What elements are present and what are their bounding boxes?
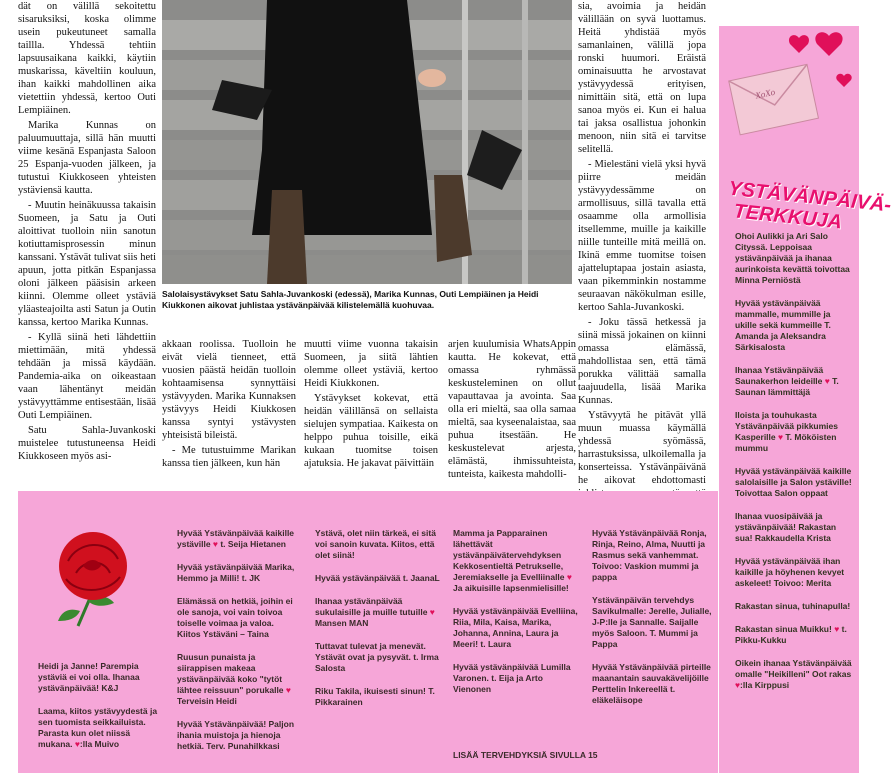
- article-column-5: [578, 0, 706, 486]
- article-paragraph: - Muutin heinäkuussa takaisin Suomeen, ja Satu ja Outi aloittivat tuolloin niin sanotun kotiuttamisprosessin minun kanssani. Ystävät tulivat siis heti apuun, jotta pitkän Espanjassa oloni jälkeen pääsisin arkeen kiinni. Olemme olleet ystäviä yläasteajoilta asti Satun ja Outin kanssa, kertoo Marika Kunnas.: [18, 200, 156, 328]
- greeting: Hyvää ystävänpäivää t. JaanaL: [315, 573, 440, 583]
- greeting: Ihanaa vuosipäivää ja ystävänpäivää! Rakastan sua! Rakkaudella Krista: [735, 511, 837, 543]
- heart-icon: ♥: [429, 607, 435, 617]
- greeting: Tuttavat tulevat ja menevät. Ystävät ovat ja pysyvät. t. Irma Salosta: [315, 641, 439, 673]
- heart-icon: ♥: [735, 680, 741, 690]
- greeting: Hyvää ystävänpäivää Marika, Hemmo ja Milli! t. JK: [177, 562, 295, 583]
- greetings-column-5: [592, 528, 720, 718]
- heart-icon: ♥: [566, 572, 572, 582]
- article-paragraph: Ystävyytä he pitävät yllä muun muassa käymällä yhdessä syömässä, harrastuksissa, ulkoilemalla ja konserteissa. Ystävänpäivänä he aikovat ehdottomasti: [578, 410, 706, 486]
- greeting: Ihanaa ystävänpäivää sukulaisille ja muille tutuille ♥ Mansen MAN: [315, 596, 435, 628]
- sidebar-messages: [735, 231, 853, 703]
- article-paragraph: Satu Sahla-Juvankoski muistelee tutustuneensa Heidi Kiukkoseen myös asi-: [18, 425, 156, 462]
- article-column-2: [162, 338, 296, 480]
- bottom-greetings-box: [18, 491, 718, 773]
- sidebar-title: YSTÄVÄNPÄIVÄ-TERKKUJA: [727, 177, 892, 234]
- greeting: Hyvää Ystävänpäivää pirteille maanantain sauvakävelijöille Perttelin Inkereellä t. eläkeläisope: [592, 662, 711, 705]
- greeting: Rakastan sinua Muikku! ♥ t. Pikku-Kukku: [735, 624, 847, 645]
- photo-illustration: [162, 0, 572, 284]
- photo-caption: Salolaisystävykset Satu Sahla-Juvankoski (edessä), Marika Kunnas, Outi Lempiäinen ja Heidi Kiukkonen aikovat juhlistaa ystävänpäivää kilistelemällä kuohuvaa.: [162, 289, 539, 310]
- article-paragraph: muutti viime vuonna takaisin Suomeen, ja siitä lähtien olemme olleet ystäviä, kertoo Heidi Kiukkonen.: [304, 339, 438, 389]
- greeting: Oikein ihanaa Ystävänpäivää omalle "Heikilleni" Oot rakas ♥:lla Kirppusi: [735, 658, 852, 690]
- greeting: Hyvää ystävänpäivää Lumilla Varonen. t. Eija ja Arto Vienonen: [453, 662, 571, 694]
- heart-icon: ♥: [212, 539, 218, 549]
- heart-icon: ♥: [824, 376, 830, 386]
- article-paragraph: Ystävykset kokevat, että heidän välillänsä on sellaista sielujen sympatiaa. Kaikesta on helppo puhua toisille, eikä kukaan tuomitse toisen ajatuksia. He jakavat päivittäin: [304, 393, 438, 469]
- more-greetings-note: LISÄÄ TERVEHDYKSIÄ SIVULLA 15: [453, 750, 598, 760]
- greeting: Mamma ja Papparainen lähettävät ystävänpäivätervehdyksen Kekkosentieltä Petrukselle, Jeremiakselle ja Evelliinalle ♥ Ja aikuisille lapsenmielisille!: [453, 528, 572, 593]
- greetings-column-1: [38, 661, 158, 762]
- greeting: Ihanaa Ystävänpäivää Saunakerhon leideille ♥ T. Saunan lämmittäjä: [735, 365, 839, 397]
- heart-icon: ♥: [834, 624, 840, 634]
- greeting: Elämässä on hetkiä, joihin ei ole sanoja, voi vain toivoa toiselle voimaa ja valoa. Kiitos Ystäväni – Taina: [177, 596, 293, 639]
- greeting: Hyvää Ystävänpäivää! Paljon ihania muistoja ja hienoja hetkiä. Terv. Punahilkkasi: [177, 719, 295, 751]
- article-paragraph: - Kyllä siinä heti lähdettiin miettimään, mitä yhdessä tehdään ja missä käydään. Pandemia-aika on oikeastaan vaan lähentänyt meidän ystävyyttämme entisestään, lisää Outi Lempiäinen.: [18, 332, 156, 421]
- article-paragraph: akkaan roolissa. Tuolloin he eivät vielä tienneet, että vuosien päästä heidän tuolloin kohtaamisensa synnyttäisi ystävyyden. Marika Kunnaksen ystävyys Heidi Kiukkosen kanssa syntyi ystävysten yhteisistä bileistä.: [162, 339, 296, 441]
- greeting: Riku Takila, ikuisesti sinun! T. Pikkarainen: [315, 686, 435, 707]
- friends-photo: [162, 0, 572, 284]
- greeting: Laama, kiitos ystävyydestä ja sen tuomista seikkailuista. Parasta kun olet niissä mukana. ♥:lla Muivo: [38, 706, 158, 749]
- article-column-1: [18, 0, 156, 480]
- greeting: Ruusun punaista ja siirappisen makeaa ystävänpäivää koko "tytöt lähtee reissuun" porukalle ♥ Terveisin Heidi: [177, 652, 291, 706]
- greetings-column-4: [453, 528, 579, 707]
- article-paragraph: sia, avoimia ja heidän välillään on syvä luottamus. Heitä yhdistää myös samanlainen, välillä jopa ronski huumori. Eräistä ominaisuutta he arvostavat ystävyydessä erityisen, nimittäin sitä, että on lupa sanoa myös ei. Kun ei halua tai jaksa osallistua johonkin menoon, niin sitä ei tarvitse selitellä.: [578, 1, 706, 155]
- article-paragraph: arjen kuulumisia WhatsAppin kautta. He kokevat, että omassa ryhmässä keskusteleminen on ollut vapauttavaa ja avointa. Saa olla eri mieltä, saa olla samaa mieltä, saa kyseenalaistaa, saa puhua itsestään. He keskustelevat arjesta, elämästä, ihmissuhteista, tunteista, kaikesta mahdolli-: [448, 339, 576, 480]
- heart-icon: ♥: [74, 739, 80, 749]
- article-paragraph: - Mielestäni vielä yksi hyvä piirre meidän ystävyydessämme on armollisuus, sillä tavalla että osaamme olla armollisia itsellemme, muille ja kaikille niille tunteille mitä meillä on. Ikinä emme tuomitse toisen ajatteluptapaa jostain asiasta, vaan pikemminkin nostamme seuraavan näkökulman esille, kertoo Sahla-Juvankoski.: [578, 159, 706, 313]
- greeting: Hyvää ystävänpäivää ihan kaikille ja höyhenen kevyet askeleet! Toivoo: Merita: [735, 556, 845, 588]
- greeting: Heidi ja Janne! Parempia ystäviä ei voi olla. Ihanaa ystävänpäivää! K&J: [38, 661, 140, 693]
- heart-icon: ♥: [285, 685, 291, 695]
- greeting: Hyvää Ystävänpäivää Ronja, Rinja, Reino, Alma, Nuutti ja Rasmus sekä vanhemmat. Toivoo: Vaskion mummi ja pappa: [592, 528, 707, 582]
- greetings-sidebar: [719, 26, 892, 773]
- greeting: Ystävänpäivän tervehdys Savikulmalle: Jerelle, Julialle, J-P:lle ja Sannalle. Saijalle myös Saloon. T. Mummi ja Pappa: [592, 595, 712, 649]
- article-column-4: [448, 338, 576, 480]
- greeting: Ystävä, olet niin tärkeä, ei sitä voi sanoin kuvata. Kiitos, että olet siinä!: [315, 528, 436, 560]
- envelope-text: XoXo: [754, 86, 777, 101]
- article-paragraph: Marika Kunnas on paluumuuttaja, sillä hän muutti viime kesänä Espanjasta Saloon 25 Espanja-vuoden jälkeen, ja tutustui Kiukkoseen yhteisten ystäviensä kautta.: [18, 120, 156, 196]
- article-column-3: [304, 338, 438, 480]
- article-paragraph: dät on välillä sekoitettu sisaruksiksi, koska olimme usein pukeutuneet samalla taillla. Yhdessä tehtiin lapsuusaikana kaikki, käytiin muskarissa, käveltiin kouluun, ihan kaikki mahdollinen aika vietettiin yhdessä, kertoo Outi Lempiäinen.: [18, 1, 156, 116]
- greetings-column-3: [315, 528, 445, 720]
- greeting: Hyvää ystävänpäivää kaikille salolaisille ja Salon ystäville! Toivottaa Salon oppaat: [735, 466, 852, 498]
- heart-icon: ♥: [778, 432, 784, 442]
- greetings-column-2: [177, 528, 297, 764]
- envelope-hearts-icon: [719, 26, 859, 176]
- greeting: Hyvää Ystävänpäivää kaikille ystäville ♥ t. Seija Hietanen: [177, 528, 295, 549]
- greeting: Ohoi Aulikki ja Ari Salo Cityssä. Leppoisaa ystävänpäivää ja ihanaa aurinkoista kevättä toivottaa Minna Perniöstä: [735, 231, 850, 285]
- greeting: Hyvää ystävänpäivää mammalle, mummille ja ukille sekä kummeille T. Amanda ja Aleksandra Särkisalosta: [735, 298, 831, 352]
- greeting: Hyvää ystävänpäivää Evelliina, Riia, Mila, Kaisa, Marika, Johanna, Annina, Laura ja Meeri! t. Laura: [453, 606, 578, 649]
- greeting: Iloista ja touhukasta Ystävänpäivää pikkumies Kasperille ♥ T. Mököisten mummu: [735, 410, 839, 453]
- greeting: Rakastan sinua, tuhinapulla!: [735, 601, 851, 611]
- article-paragraph: - Me tutustuimme Marikan kanssa tien jälkeen, kun hän: [162, 445, 296, 469]
- rose-icon: [38, 521, 148, 631]
- article-paragraph: - Joku tässä hetkessä ja siinä missä jokainen on kiinni omassa elämässä, mahdollistaa sen, että tämä porukka välittää samalla taajuudella, lisää Marika Kunnas.: [578, 317, 706, 406]
